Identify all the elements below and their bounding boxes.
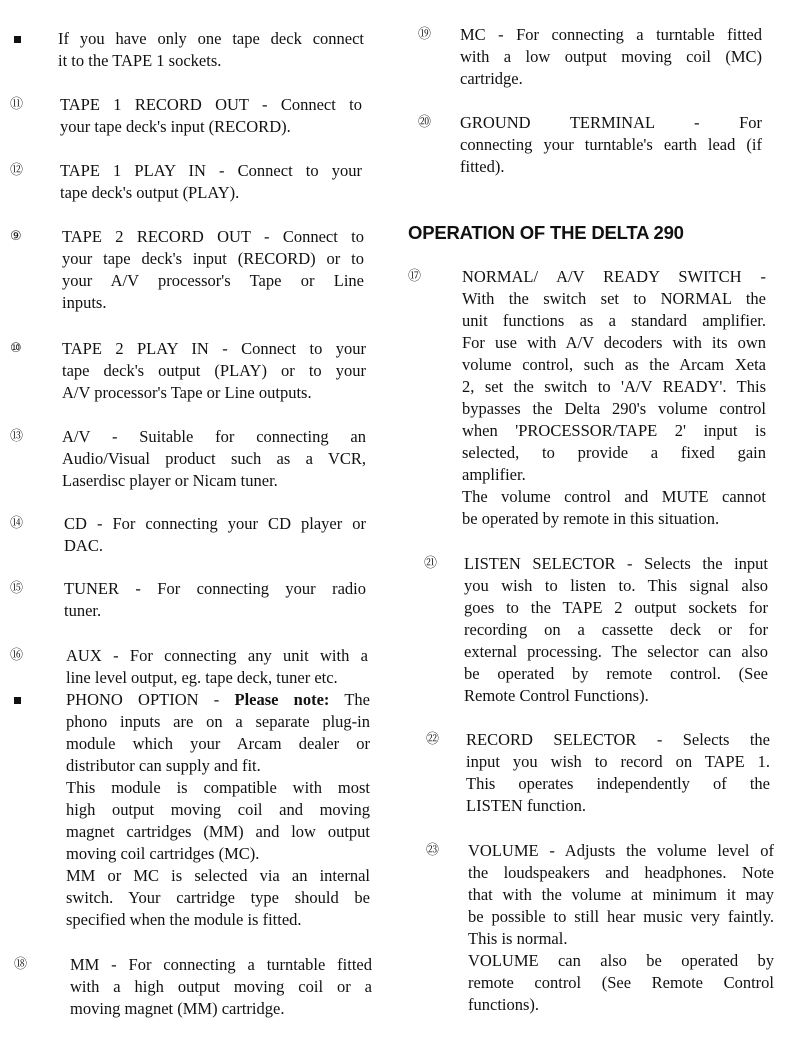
text-line: your tape deck's input (RECORD). xyxy=(60,117,291,136)
entry-text xyxy=(70,954,372,1020)
text-line: Audio/Visual product such as a VCR, xyxy=(62,449,366,468)
text-line: Remote Control Functions). xyxy=(464,686,649,705)
entry-text xyxy=(60,160,362,204)
text-line: TAPE 2 RECORD OUT - Connect to xyxy=(62,227,364,246)
circled-number-marker: ⑮ xyxy=(10,581,24,596)
text-line: distributor can supply and fit. xyxy=(66,756,261,775)
text-line: LISTEN SELECTOR - Selects the input xyxy=(464,554,768,573)
text-line: TAPE 1 PLAY IN - Connect to your xyxy=(60,161,362,180)
text-line: switch. Your cartridge type should be xyxy=(66,888,370,907)
text-line: MC - For connecting a turntable fitted xyxy=(460,25,762,44)
text-line: goes to the TAPE 2 output sockets for xyxy=(464,598,768,617)
entry-text xyxy=(62,338,366,404)
text-line: when 'PROCESSOR/TAPE 2' input is xyxy=(462,421,766,440)
text-line: 2, set the switch to 'A/V READY'. This xyxy=(462,377,766,396)
circled-number-marker: ⑭ xyxy=(10,516,24,531)
entry-text xyxy=(60,94,362,138)
text-line: VOLUME can also be operated by xyxy=(468,951,774,970)
text-line: recording on a cassette deck or for xyxy=(464,620,768,639)
text-line: that with the volume at minimum it may xyxy=(468,885,774,904)
text-line: moving coil cartridges (MC). xyxy=(66,844,260,863)
text-line: bypasses the Delta 290's volume control xyxy=(462,399,766,418)
bullet-icon xyxy=(14,697,21,704)
text-line: For use with A/V decoders with its own xyxy=(462,333,766,352)
circled-number-marker: ⑰ xyxy=(408,269,422,284)
text-line: This module is compatible with most xyxy=(66,778,370,797)
text-line: cartridge. xyxy=(460,69,523,88)
text-line: connecting your turntable's earth lead (if xyxy=(460,135,762,154)
entry-text xyxy=(58,28,364,72)
text-line: module which your Arcam dealer or xyxy=(66,734,370,753)
text-line: you wish to listen to. This signal also xyxy=(464,576,768,595)
bullet-icon xyxy=(14,36,21,43)
entry-text xyxy=(64,513,366,557)
text-line: phono inputs are on a separate plug-in xyxy=(66,712,370,731)
text-line: DAC. xyxy=(64,536,103,555)
text-line: TAPE 2 PLAY IN - Connect to your xyxy=(62,339,366,358)
circled-number-marker: ⑬ xyxy=(10,429,24,444)
text-line: inputs. xyxy=(62,293,107,312)
entry-text xyxy=(460,112,762,178)
text-line: high output moving coil and moving xyxy=(66,800,370,819)
text-line: MM - For connecting a turntable fitted xyxy=(70,955,372,974)
circled-number-marker: ㉓ xyxy=(426,843,440,858)
text-line: your A/V processor's Tape or Line xyxy=(62,271,364,290)
text-line: TAPE 1 RECORD OUT - Connect to xyxy=(60,95,362,114)
text-line: This is normal. xyxy=(468,929,568,948)
text-line: amplifier. xyxy=(462,465,526,484)
text-line: input you wish to record on TAPE 1. xyxy=(466,752,770,771)
text-line: The volume control and MUTE cannot xyxy=(462,487,766,506)
entry-text xyxy=(66,689,370,931)
circled-number-marker: ⑱ xyxy=(14,957,28,972)
text-line: with a low output moving coil (MC) xyxy=(460,47,762,66)
text-line: A/V - Suitable for connecting an xyxy=(62,427,366,446)
circled-number-marker: ⑩ xyxy=(10,341,22,356)
circled-number-marker: ⑪ xyxy=(10,97,24,112)
text-line: your tape deck's input (RECORD) or to xyxy=(62,249,364,268)
text-line: tape deck's output (PLAY) or to your xyxy=(62,361,366,380)
entry-text xyxy=(62,426,366,492)
text-line: PHONO OPTION - Please note: The xyxy=(66,690,370,709)
text-line: unit functions as a standard amplifier. xyxy=(462,311,766,330)
text-line: A/V processor's Tape or Line outputs. xyxy=(62,383,312,402)
entry-text xyxy=(466,729,770,817)
text-line: If you have only one tape deck connect xyxy=(58,29,364,48)
text-line: TUNER - For connecting your radio xyxy=(64,579,366,598)
text-line: GROUND TERMINAL - For xyxy=(460,113,762,132)
entry-text xyxy=(62,226,364,314)
text-line: AUX - For connecting any unit with a xyxy=(66,646,368,665)
text-line: tuner. xyxy=(64,601,102,620)
text-line: selected, to provide a fixed gain xyxy=(462,443,766,462)
text-line: volume control, such as the Arcam Xeta xyxy=(462,355,766,374)
text-line: be operated by remote control. (See xyxy=(464,664,768,683)
text-line: This operates independently of the xyxy=(466,774,770,793)
section-heading: OPERATION OF THE DELTA 290 xyxy=(408,222,684,243)
text-line: NORMAL/ A/V READY SWITCH - xyxy=(462,267,766,286)
text-line: MM or MC is selected via an internal xyxy=(66,866,370,885)
circled-number-marker: ⑳ xyxy=(418,115,432,130)
circled-number-marker: ㉑ xyxy=(424,556,438,571)
entry-text xyxy=(462,266,766,530)
text-line: CD - For connecting your CD player or xyxy=(64,514,366,533)
text-line: VOLUME - Adjusts the volume level of xyxy=(468,841,774,860)
text-line: the loudspeakers and headphones. Note xyxy=(468,863,774,882)
text-line: with a high output moving coil or a xyxy=(70,977,372,996)
text-line: remote control (See Remote Control xyxy=(468,973,774,992)
text-line: be possible to still hear music very faintly. xyxy=(468,907,774,926)
circled-number-marker: ⑲ xyxy=(418,27,432,42)
text-line: be operated by remote in this situation. xyxy=(462,509,720,528)
text-line: With the switch set to NORMAL the xyxy=(462,289,766,308)
circled-number-marker: ⑯ xyxy=(10,648,24,663)
entry-text xyxy=(460,24,762,90)
text-line: line level output, eg. tape deck, tuner etc. xyxy=(66,668,338,687)
text-line: fitted). xyxy=(460,157,505,176)
text-line: tape deck's output (PLAY). xyxy=(60,183,240,202)
entry-text xyxy=(468,840,774,1016)
circled-number-marker: ⑫ xyxy=(10,163,24,178)
text-line: specified when the module is fitted. xyxy=(66,910,302,929)
circled-number-marker: ㉒ xyxy=(426,732,440,747)
entry-text xyxy=(64,578,366,622)
text-line: it to the TAPE 1 sockets. xyxy=(58,51,222,70)
text-line: magnet cartridges (MM) and low output xyxy=(66,822,370,841)
text-line: external processing. The selector can also xyxy=(464,642,768,661)
text-line: moving magnet (MM) cartridge. xyxy=(70,999,285,1018)
entry-text xyxy=(66,645,368,689)
text-line: functions). xyxy=(468,995,540,1014)
text-line: Laserdisc player or Nicam tuner. xyxy=(62,471,278,490)
text-line: LISTEN function. xyxy=(466,796,587,815)
circled-number-marker: ⑨ xyxy=(10,229,22,244)
entry-text xyxy=(464,553,768,707)
text-line: RECORD SELECTOR - Selects the xyxy=(466,730,770,749)
